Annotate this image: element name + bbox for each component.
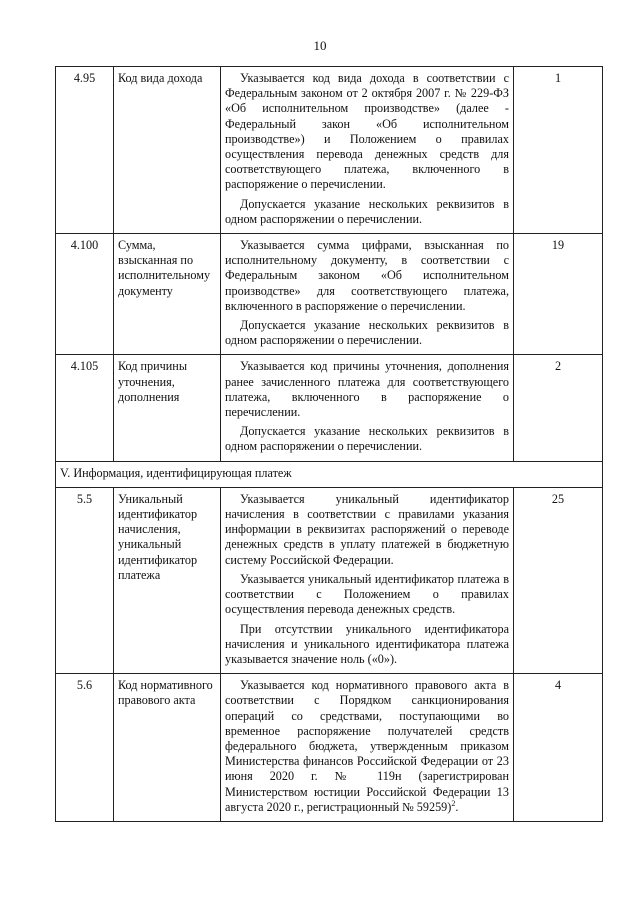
table-row bbox=[56, 355, 603, 461]
description-paragraph: Указывается код причины уточнения, дополнения ранее зачисленного платежа для соответствующего платежа, включенного в распоряжение о перечислении. bbox=[225, 359, 509, 420]
row-number: 5.6 bbox=[56, 674, 114, 822]
requisite-name: Код причины уточнения, дополнения bbox=[114, 355, 221, 461]
description-paragraph: При отсутствии уникального идентификатора начисления и уникального идентификатора платежа указывается значение ноль («0»). bbox=[225, 621, 509, 666]
row-number: 5.5 bbox=[56, 487, 114, 673]
table-row bbox=[56, 234, 603, 355]
description-tail: . bbox=[455, 799, 459, 814]
page-number: 10 bbox=[313, 38, 327, 53]
field-number: 4 bbox=[514, 674, 603, 822]
requisites-table bbox=[55, 66, 603, 822]
row-number: 4.95 bbox=[56, 67, 114, 234]
field-number: 19 bbox=[514, 234, 603, 355]
description-paragraph: Указывается сумма цифрами, взысканная по исполнительному документу, в соответствии с Федеральным законом «Об исполнительном производстве» для соответствующего платежа, включенного в распоряжение о перечислении. bbox=[225, 238, 509, 313]
row-number: 4.105 bbox=[56, 355, 114, 461]
requisite-name: Код нормативного правового акта bbox=[114, 674, 221, 822]
requisite-description bbox=[221, 355, 514, 461]
field-number: 25 bbox=[514, 487, 603, 673]
description-paragraph bbox=[225, 678, 509, 815]
description-paragraph: Указывается уникальный идентификатор начисления в соответствии с правилами указания информации в реквизитах распоряжений о переводе денежных средств в уплату платежей в бюджетную систему Российской Федерации. bbox=[225, 491, 509, 567]
description-paragraph: Допускается указание нескольких реквизитов в одном распоряжении о перечислении. bbox=[225, 196, 509, 226]
row-number: 4.100 bbox=[56, 234, 114, 355]
table-row bbox=[56, 67, 603, 234]
description-paragraph: Указывается уникальный идентификатор платежа в соответствии с Положением о правилах осуществления перевода денежных средств. bbox=[225, 571, 509, 617]
requisite-description bbox=[221, 67, 514, 234]
requisite-description bbox=[221, 674, 514, 822]
table-row bbox=[56, 487, 603, 673]
section-header-row bbox=[56, 461, 603, 487]
field-number: 2 bbox=[514, 355, 603, 461]
description-paragraph: Допускается указание нескольких реквизитов в одном распоряжении о перечислении. bbox=[225, 318, 509, 348]
description-paragraph: Указывается код вида дохода в соответствии с Федеральным законом от 2 октября 2007 г. № 229-ФЗ «Об исполнительном производстве» (далее - Федеральный закон «Об исполнительном производстве») и Положением о правилах осуществления перевода денежных средств для соответствующего платежа, включенного в распоряжение о перечислении. bbox=[225, 71, 509, 192]
description-text: Указывается код нормативного правового акта в соответствии с Порядком санкционирования операций со средствами, поступающими во временное распоряжение получателей средств федерального бюджета, утвержденным приказом Министерства финансов Российской Федерации от 23 июня 2020 г. № 119н (зарегистрирован Министерством юстиции Российской Федерации 13 августа 2020 г., регистрационный № 59259) bbox=[225, 678, 509, 814]
description-paragraph: Допускается указание нескольких реквизитов в одном распоряжении о перечислении. bbox=[225, 424, 509, 454]
section-title: V. Информация, идентифицирующая платеж bbox=[56, 461, 603, 487]
footnote-mark: 2 bbox=[451, 798, 456, 808]
requisite-name: Сумма, взысканная по исполнительному документу bbox=[114, 234, 221, 355]
field-number: 1 bbox=[514, 67, 603, 234]
table-row bbox=[56, 674, 603, 822]
requisite-name: Код вида дохода bbox=[114, 67, 221, 234]
requisite-description bbox=[221, 234, 514, 355]
requisite-description bbox=[221, 487, 514, 673]
requisite-name: Уникальный идентификатор начисления, уникальный идентификатор платежа bbox=[114, 487, 221, 673]
